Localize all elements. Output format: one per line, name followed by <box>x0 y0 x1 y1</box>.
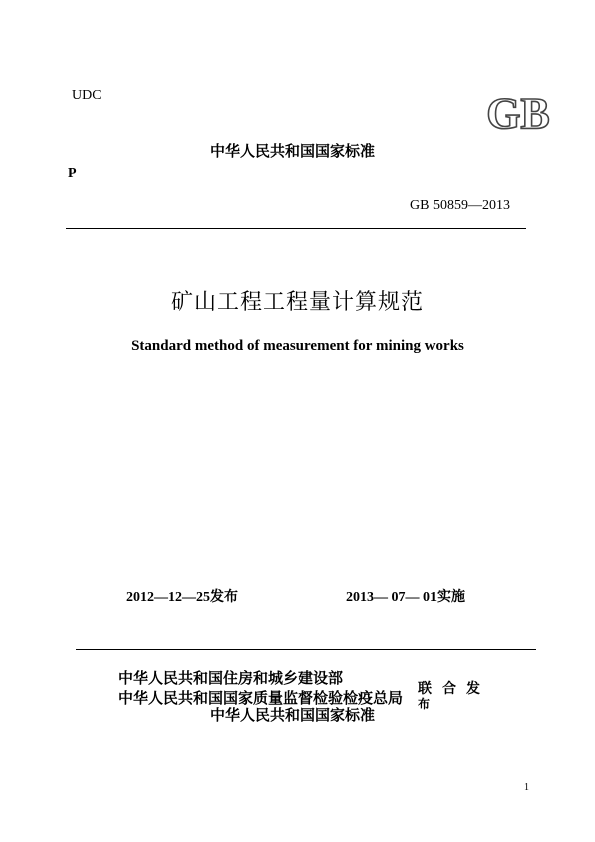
page-number: 1 <box>524 782 529 793</box>
title-chinese: 矿山工程工程量计算规范 <box>170 290 424 315</box>
bottom-divider <box>76 649 536 650</box>
classification-code: P <box>68 166 77 181</box>
joint-issue-label: 联合发 <box>418 681 490 697</box>
top-divider <box>66 228 526 229</box>
implementation-date: 2013— 07— 01实施 <box>346 590 465 605</box>
issuer-aqsiq: 中华人民共和国国家质量监督检验检疫总局 <box>118 689 404 707</box>
title-english: Standard method of measurement for mining works <box>131 338 464 354</box>
national-standard-text: 中华人民共和国国家标准 <box>209 142 375 160</box>
udc-label: UDC <box>72 88 102 103</box>
issuer-ministry-housing: 中华人民共和国住房和城乡建设部 <box>118 669 344 687</box>
standard-code: GB 50859—2013 <box>410 198 510 213</box>
issue-date: 2012—12—25发布 <box>126 590 238 605</box>
joint-issue-label-tail: 布 <box>418 697 431 711</box>
gb-logo-text: GB <box>486 90 550 136</box>
gb-logo <box>478 90 558 136</box>
issuer-national-standard: 中华人民共和国国家标准 <box>210 706 376 724</box>
national-standard-heading <box>0 140 595 161</box>
